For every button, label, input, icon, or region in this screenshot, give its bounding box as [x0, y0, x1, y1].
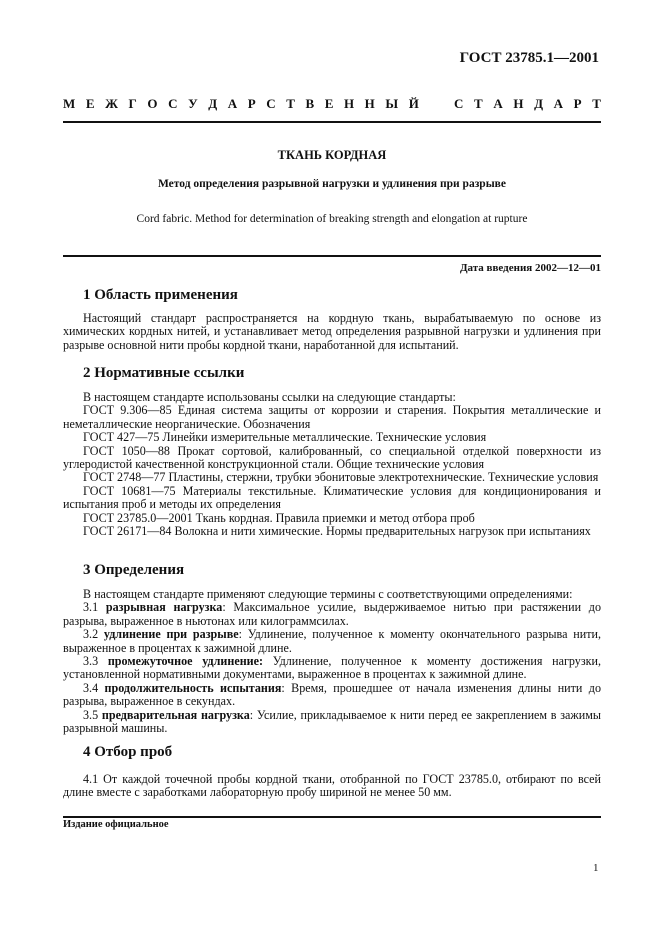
- letter: А: [553, 96, 564, 111]
- reference: ГОСТ 1050—88 Прокат сортовой, калиброванный, со специальной отделкой поверхности из углеродистой качественной конструкционной стали. Общие технические условия: [63, 443, 601, 472]
- letter: Н: [343, 96, 355, 111]
- term-number: 3.3: [83, 654, 99, 669]
- reference: ГОСТ 9.306—85 Единая система защиты от коррозии и старения. Покрытия металлические и неметаллические неорганические. Обозначения: [63, 403, 601, 431]
- section-heading: 3 Определения: [83, 562, 185, 578]
- section-body: [63, 773, 601, 800]
- term-definition: Удлинение, полученное к моменту достижения нагрузки, установленной нормативными документами, выраженное в процентах к зажимной длине.: [63, 654, 601, 682]
- letter: Т: [286, 96, 295, 111]
- letter: Ы: [385, 96, 399, 111]
- letter: Н: [364, 96, 375, 111]
- paragraph: Настоящий стандарт распространяется на кордную ткань, вырабатываемую по основе из химических кордных нитей, и устанавливает метод определения разрывной нагрузки и удлинения при разрыве основной нити пробы кордной ткани, наработанной для испытаний.: [63, 311, 601, 352]
- term-number: 3.5: [83, 707, 99, 722]
- section-body: [63, 588, 601, 735]
- letter: Н: [513, 96, 524, 111]
- definition: [63, 628, 601, 655]
- reference: ГОСТ 2748—77 Пластины, стержни, трубки эбонитовые электротехнические. Технические условия: [83, 470, 599, 485]
- letter: Й: [408, 96, 419, 111]
- term-number: 3.2: [83, 627, 99, 642]
- effective-date: Дата введения 2002—12—01: [459, 262, 601, 274]
- term: удлинение при разрыве: [103, 627, 239, 642]
- english-title: Cord fabric. Method for determination of breaking strength and elongation at rupture: [136, 213, 528, 225]
- reference: ГОСТ 23785.0—2001 Ткань кордная. Правила приемки и метод отбора проб: [83, 510, 475, 525]
- letter: Е: [85, 96, 95, 111]
- letter: Д: [534, 96, 544, 111]
- section-heading: 4 Отбор проб: [83, 744, 173, 760]
- reference: ГОСТ 26171—84 Волокна и нити химические. Нормы предварительных нагрузок при испытаниях: [83, 524, 591, 539]
- section-body: [63, 391, 601, 538]
- definition: [63, 601, 601, 628]
- definition: [63, 709, 601, 736]
- term-definition: : Максимальное усилие, выдерживаемое нитью при растяжении до разрыва, выраженное в ньютонах или килограммсилах.: [63, 600, 601, 628]
- letter: Т: [592, 96, 601, 111]
- letter: Д: [208, 96, 218, 111]
- term-definition: : Усилие, прикладываемое к нити перед ее закреплением в зажимы разрывной машины.: [63, 707, 602, 736]
- paragraph: В настоящем стандарте использованы ссылки на следующие стандарты:: [83, 390, 456, 404]
- reference: ГОСТ 427—75 Линейки измерительные металлические. Технические условия: [83, 430, 487, 445]
- letter: Е: [324, 96, 334, 111]
- document-title: ТКАНЬ КОРДНАЯ: [277, 148, 387, 162]
- letter: У: [188, 96, 198, 111]
- term: промежуточное удлинение:: [107, 654, 264, 669]
- document-subtitle: Метод определения разрывной нагрузки и удлинения при разрыве: [157, 178, 506, 190]
- letter: Т: [474, 96, 483, 111]
- section-body: [63, 312, 601, 352]
- divider: [63, 255, 601, 257]
- document-code: ГОСТ 23785.1—2001: [459, 50, 599, 66]
- term: продолжительность испытания: [104, 680, 282, 695]
- letter: С: [266, 96, 276, 111]
- letter: О: [147, 96, 158, 111]
- definition: [63, 655, 601, 682]
- letter: В: [305, 96, 315, 111]
- section-heading: 1 Область применения: [83, 287, 238, 303]
- term-definition: : Удлинение, полученное к моменту окончательного разрыва нити, выраженное в процентах к зажимной длине.: [63, 627, 601, 655]
- definition: [63, 682, 601, 709]
- letter: М: [63, 96, 76, 111]
- standard-type: [63, 96, 601, 112]
- divider: [63, 121, 601, 123]
- term-number: 3.4: [83, 680, 99, 695]
- letter: А: [493, 96, 503, 111]
- letter: Г: [128, 96, 137, 111]
- term: предварительная нагрузка: [101, 707, 250, 722]
- reference: ГОСТ 10681—75 Материалы текстильные. Климатические условия для кондиционирования и испытания проб и методы их определения: [63, 483, 601, 512]
- letter: Р: [247, 96, 256, 111]
- edition-label: Издание официальное: [63, 819, 169, 830]
- letter: С: [454, 96, 464, 111]
- term: разрывная нагрузка: [105, 600, 223, 615]
- term-definition: : Время, прошедшее от начала изменения длины нити до разрыва, выраженное в секундах.: [63, 680, 601, 709]
- letter: А: [227, 96, 238, 111]
- paragraph: В настоящем стандарте применяют следующие термины с соответствующими определениями:: [83, 587, 573, 601]
- letter: Ж: [105, 96, 118, 111]
- standard-type-word: [454, 96, 601, 112]
- divider: [63, 816, 601, 818]
- term-number: 3.1: [83, 600, 99, 615]
- page-number: 1: [593, 862, 599, 874]
- letter: С: [168, 96, 178, 111]
- section-heading: 2 Нормативные ссылки: [83, 365, 245, 381]
- standard-type-word: [63, 96, 419, 112]
- letter: Р: [573, 96, 582, 111]
- paragraph: 4.1 От каждой точечной пробы кордной ткани, отобранной по ГОСТ 23785.0, отбирают по всей длине вместе с заработками лабораторную пробу шириной не менее 50 мм.: [63, 772, 601, 800]
